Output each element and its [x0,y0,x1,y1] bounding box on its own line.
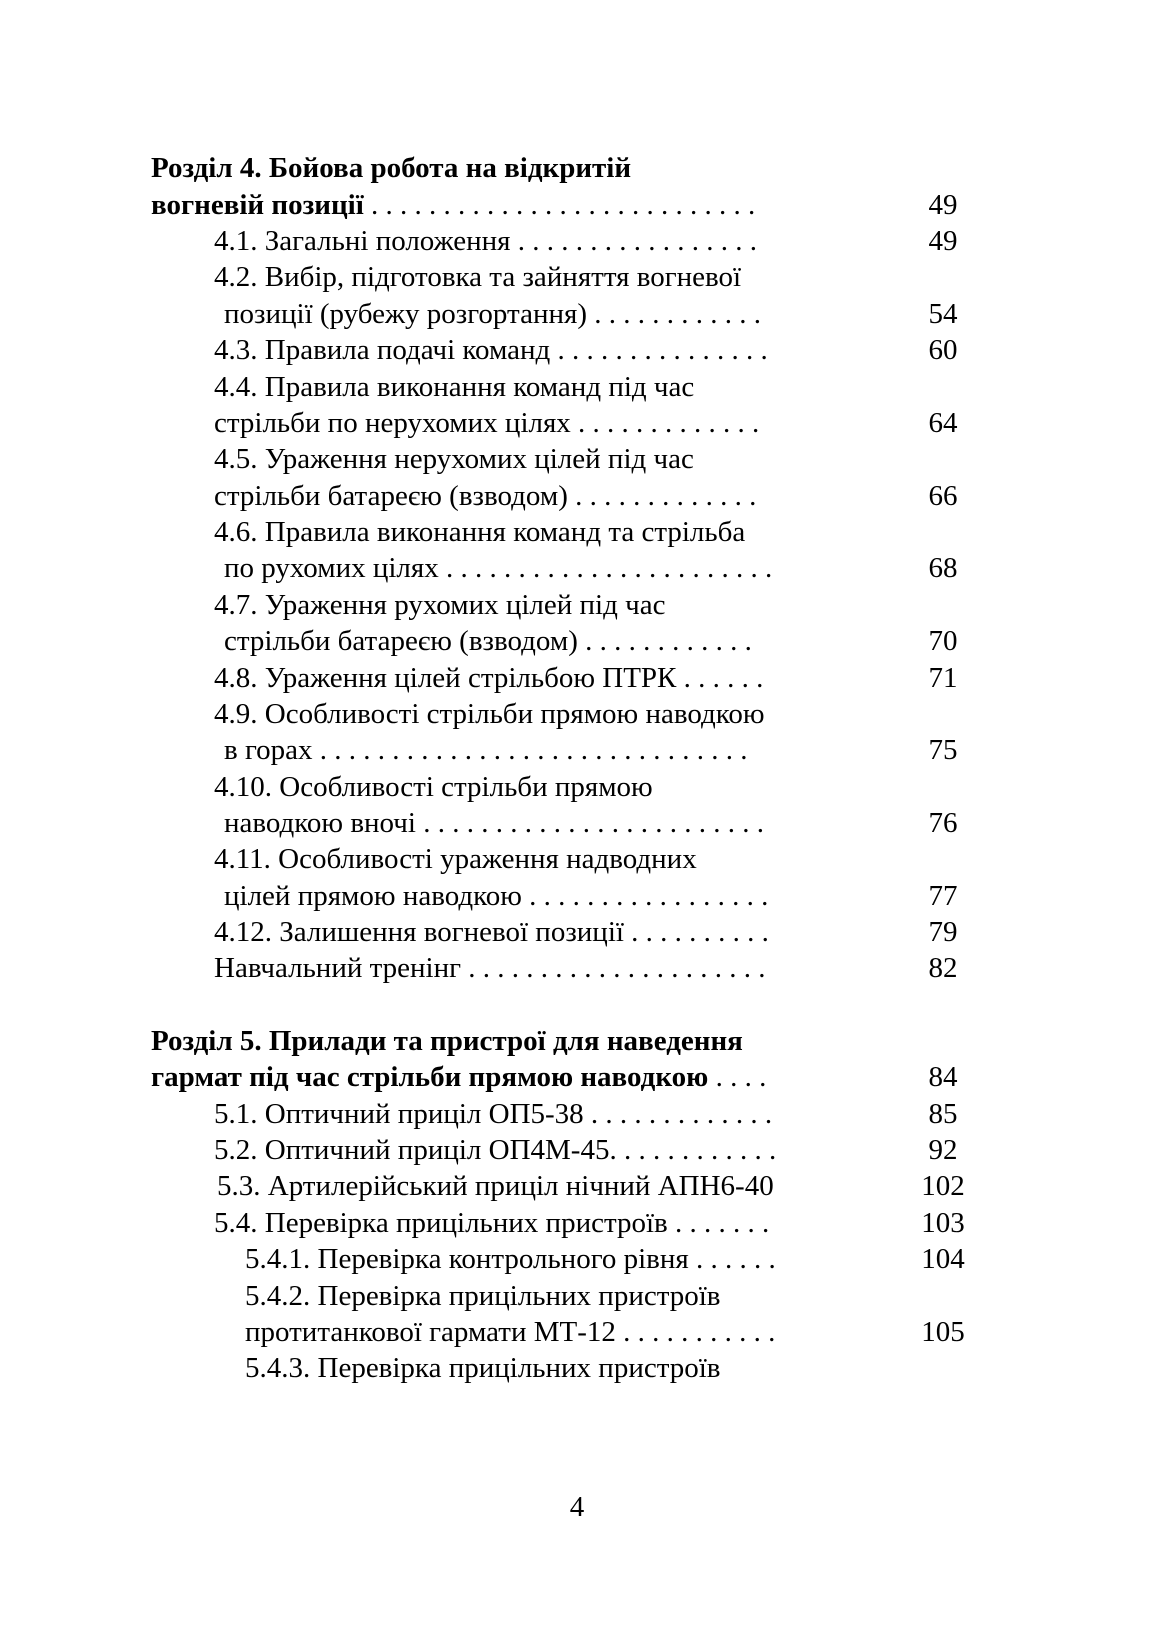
section-5-title-line2-text: гармат під час стрільби прямою наводкою [151,1061,709,1093]
toc-entry-4-2-page: 54 [928,298,958,330]
toc-entry-5-4-1-page: 104 [921,1243,965,1275]
toc-entry-4-11-line2: цілей прямою наводкою . . . . . . . . . . . . . . . . . [224,880,769,912]
toc-entry-4-4-line2: стрільби по нерухомих цілях . . . . . . . . . . . . . [214,407,760,439]
toc-entry-4-7-page: 70 [928,625,958,657]
section-4-page: 49 [928,189,958,221]
toc-entry-4-12: 4.12. Залишення вогневої позиції . . . . . . . . . . [214,916,769,948]
section-4-leader: . . . . . . . . . . . . . . . . . . . . . . . . . . . [371,189,756,221]
section-5-title-line2 [151,1058,766,1096]
toc-entry-5-4: 5.4. Перевірка прицільних пристроїв . . . . . . . [214,1207,770,1239]
toc-entry-4-8: 4.8. Ураження цілей стрільбою ПТРК . . . . . . [214,662,764,694]
toc-entry-4-6-line2: по рухомих цілях . . . . . . . . . . . . . . . . . . . . . . . [224,552,773,584]
toc-entry-5-4-1: 5.4.1. Перевірка контрольного рівня . . . . . . [245,1243,776,1275]
toc-entry-4-10-line2: наводкою вночі . . . . . . . . . . . . . . . . . . . . . . . . [224,807,764,839]
section-4-title-line1: Розділ 4. Бойова робота на відкритій [151,152,632,184]
toc-entry-5-3-page: 102 [921,1170,965,1202]
toc-entry-4-8-page: 71 [928,662,958,694]
toc-entry-4-7-line1: 4.7. Ураження рухомих цілей під час [214,589,666,621]
toc-entry-training-page: 82 [928,952,958,984]
toc-entry-4-5-line2: стрільби батареєю (взводом) . . . . . . . . . . . . . [214,480,757,512]
toc-entry-4-2-line2: позиції (рубежу розгортання) . . . . . . . . . . . . [224,298,761,330]
toc-entry-4-10-page: 76 [928,807,958,839]
toc-entry-5-1-page: 85 [928,1098,958,1130]
section-5-page: 84 [928,1061,958,1093]
toc-entry-4-11-page: 77 [928,880,958,912]
toc-entry-4-3: 4.3. Правила подачі команд . . . . . . . . . . . . . . . [214,334,768,366]
toc-entry-4-6-line1: 4.6. Правила виконання команд та стрільба [214,516,746,548]
toc-entry-5-4-page: 103 [921,1207,965,1239]
toc-entry-5-1: 5.1. Оптичний приціл ОП5-38 . . . . . . . . . . . . . [214,1098,773,1130]
toc-entry-4-4-line1: 4.4. Правила виконання команд під час [214,371,695,403]
toc-entry-5-4-2-line2: протитанкової гармати МТ-12 . . . . . . . . . . . [245,1316,776,1348]
toc-entry-4-9-page: 75 [928,734,958,766]
toc-entry-training: Навчальний тренінг . . . . . . . . . . . . . . . . . . . . . [214,952,766,984]
toc-entry-4-4-page: 64 [928,407,958,439]
toc-entry-5-4-2-page: 105 [921,1316,965,1348]
toc-entry-4-5-line1: 4.5. Ураження нерухомих цілей під час [214,443,694,475]
toc-entry-5-2-page: 92 [928,1134,958,1166]
toc-entry-4-9-line2: в горах . . . . . . . . . . . . . . . . . . . . . . . . . . . . . . [224,734,748,766]
toc-entry-4-5-page: 66 [928,480,958,512]
toc-entry-4-3-page: 60 [928,334,958,366]
toc-entry-4-11-line1: 4.11. Особливості ураження надводних [214,843,697,875]
toc-entry-5-4-3: 5.4.3. Перевірка прицільних пристроїв [245,1352,721,1384]
toc-entry-5-2: 5.2. Оптичний приціл ОП4М-45. . . . . . . . . . . . [214,1134,777,1166]
toc-entry-4-2-line1: 4.2. Вибір, підготовка та зайняття вогневої [214,261,742,293]
section-5-leader: . . . . [715,1061,767,1093]
toc-entry-4-1-page: 49 [928,225,958,257]
section-4-title-line2-text: вогневій позиції [151,189,364,221]
toc-entry-4-10-line1: 4.10. Особливості стрільби прямою [214,771,653,803]
section-4-title-line2 [151,186,755,224]
toc-entry-4-6-page: 68 [928,552,958,584]
page-number: 4 [569,1491,585,1523]
toc-entry-5-4-2-line1: 5.4.2. Перевірка прицільних пристроїв [245,1280,721,1312]
toc-entry-4-12-page: 79 [928,916,958,948]
section-5-title-line1: Розділ 5. Прилади та пристрої для наведення [151,1025,743,1057]
toc-entry-5-3: 5.3. Артилерійський приціл нічний АПН6-40 [217,1170,774,1202]
toc-entry-4-1: 4.1. Загальні положення . . . . . . . . . . . . . . . . . [214,225,757,257]
toc-entry-4-9-line1: 4.9. Особливості стрільби прямою наводкою [214,698,765,730]
toc-entry-4-7-line2: стрільби батареєю (взводом) . . . . . . . . . . . . [224,625,752,657]
